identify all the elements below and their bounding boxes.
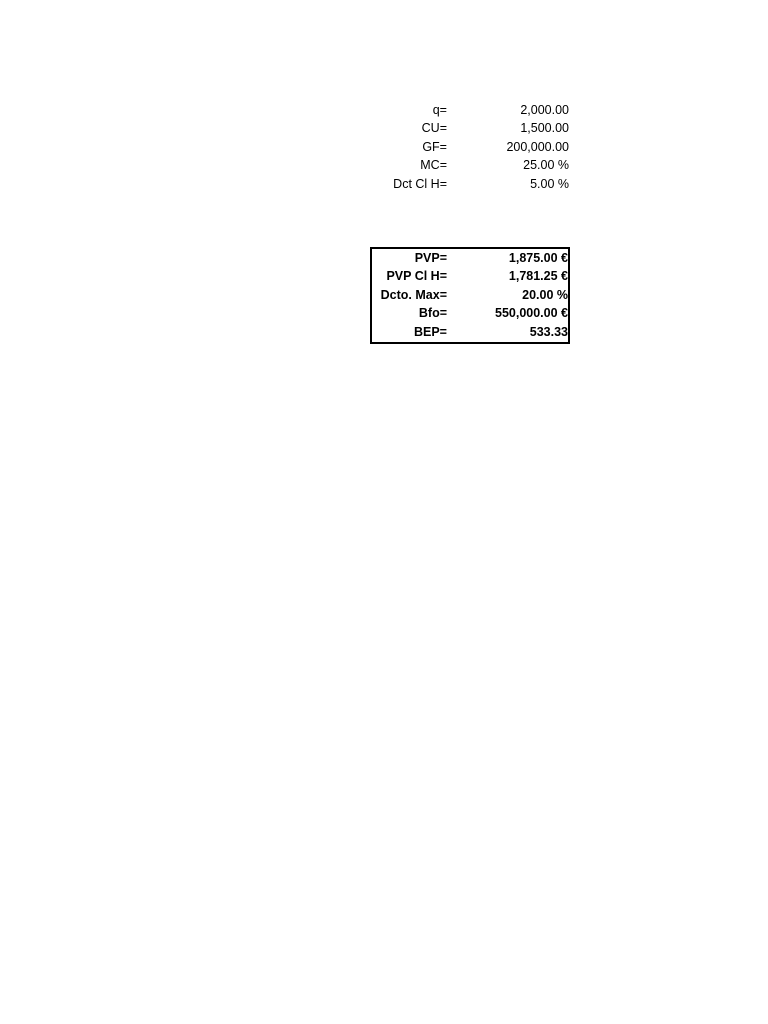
input-value[interactable]: 5.00 % bbox=[530, 176, 569, 191]
input-label: MC= bbox=[420, 158, 447, 173]
input-parameters-block bbox=[371, 101, 569, 193]
result-value[interactable]: 550,000.00 € bbox=[495, 306, 568, 321]
input-row-cu bbox=[371, 119, 569, 137]
result-value[interactable]: 20.00 % bbox=[522, 287, 568, 302]
result-row-dcto-max bbox=[372, 286, 568, 304]
result-label: Bfo= bbox=[418, 306, 447, 321]
result-label: BEP= bbox=[413, 324, 447, 339]
result-row-bep bbox=[372, 323, 568, 341]
input-label: CU= bbox=[421, 121, 447, 136]
input-row-dct-cl-h bbox=[371, 175, 569, 193]
input-row-q bbox=[371, 101, 569, 119]
input-value[interactable]: 1,500.00 bbox=[520, 121, 569, 136]
input-value[interactable]: 25.00 % bbox=[523, 158, 569, 173]
result-row-pvp bbox=[372, 249, 568, 267]
input-value[interactable]: 200,000.00 bbox=[506, 139, 569, 154]
input-row-mc bbox=[371, 156, 569, 174]
input-label: Dct Cl H= bbox=[393, 176, 447, 191]
result-value[interactable]: 1,781.25 € bbox=[508, 269, 568, 284]
results-box bbox=[370, 247, 570, 344]
result-label: Dcto. Max= bbox=[380, 287, 447, 302]
result-label: PVP Cl H= bbox=[386, 269, 447, 284]
result-value[interactable]: 1,875.00 € bbox=[508, 251, 568, 265]
input-value[interactable]: 2,000.00 bbox=[520, 103, 569, 117]
input-label: GF= bbox=[422, 139, 447, 154]
result-row-bfo bbox=[372, 304, 568, 322]
input-label: q= bbox=[432, 103, 447, 117]
result-label: PVP= bbox=[414, 251, 447, 265]
result-row-pvp-cl-h bbox=[372, 267, 568, 285]
result-value[interactable]: 533.33 bbox=[529, 324, 568, 339]
input-row-gf bbox=[371, 138, 569, 156]
